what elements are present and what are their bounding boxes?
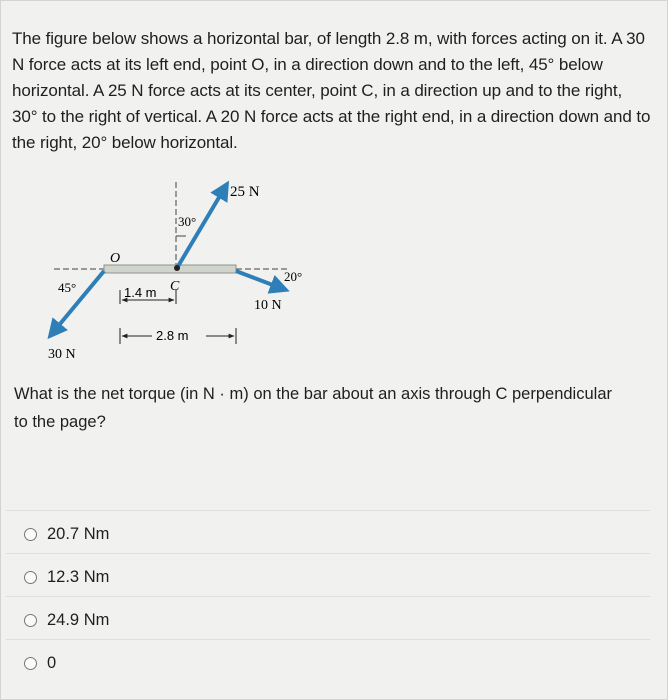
label-20deg: 20° (284, 269, 303, 284)
label-30n: 30 N (48, 347, 76, 362)
answer-option[interactable] (24, 565, 109, 589)
label-30deg: 30° (178, 214, 197, 229)
label-45deg: 45° (58, 280, 77, 295)
divider (6, 510, 650, 511)
divider (6, 596, 650, 597)
radio-button[interactable] (24, 657, 37, 670)
radio-button[interactable] (24, 571, 37, 584)
label-o: O (110, 251, 121, 266)
horizontal-bar (104, 265, 236, 273)
label-1-4m: 1.4 m (124, 285, 157, 300)
label-25n: 25 N (230, 184, 260, 200)
force-20n-arrow (236, 271, 286, 290)
option-label: 0 (47, 653, 57, 672)
radio-button[interactable] (24, 614, 37, 627)
radio-button[interactable] (24, 528, 37, 541)
label-2-8m: 2.8 m (156, 328, 189, 343)
question-text: The figure below shows a horizontal bar, of length 2.8 m, with forces acting on it. A 30 N force acts at its left end, point O, in a direction down and to the left, 45° below horizontal. A 25 N force acts at its center, point C, in a direction up and to the right, 30° to the right of vertical. A 20 N force acts at the right end, in a direction down and to the right, 20° below horizontal. (12, 29, 651, 152)
label-10n: 10 N (254, 298, 282, 313)
force-diagram (40, 178, 330, 368)
label-c: C (170, 279, 180, 294)
answer-option[interactable] (24, 608, 109, 632)
answer-option[interactable] (24, 651, 56, 675)
option-label: 24.9 Nm (47, 610, 110, 629)
divider (6, 553, 650, 554)
point-c-dot (174, 265, 180, 271)
prompt-text: What is the net torque (in N · m) on the bar about an axis through C perpendicular to the page? (14, 385, 612, 431)
answer-option[interactable] (24, 522, 109, 546)
divider (6, 639, 650, 640)
option-label: 12.3 Nm (47, 567, 110, 586)
force-diagram-svg (40, 178, 330, 368)
option-label: 20.7 Nm (47, 524, 110, 543)
